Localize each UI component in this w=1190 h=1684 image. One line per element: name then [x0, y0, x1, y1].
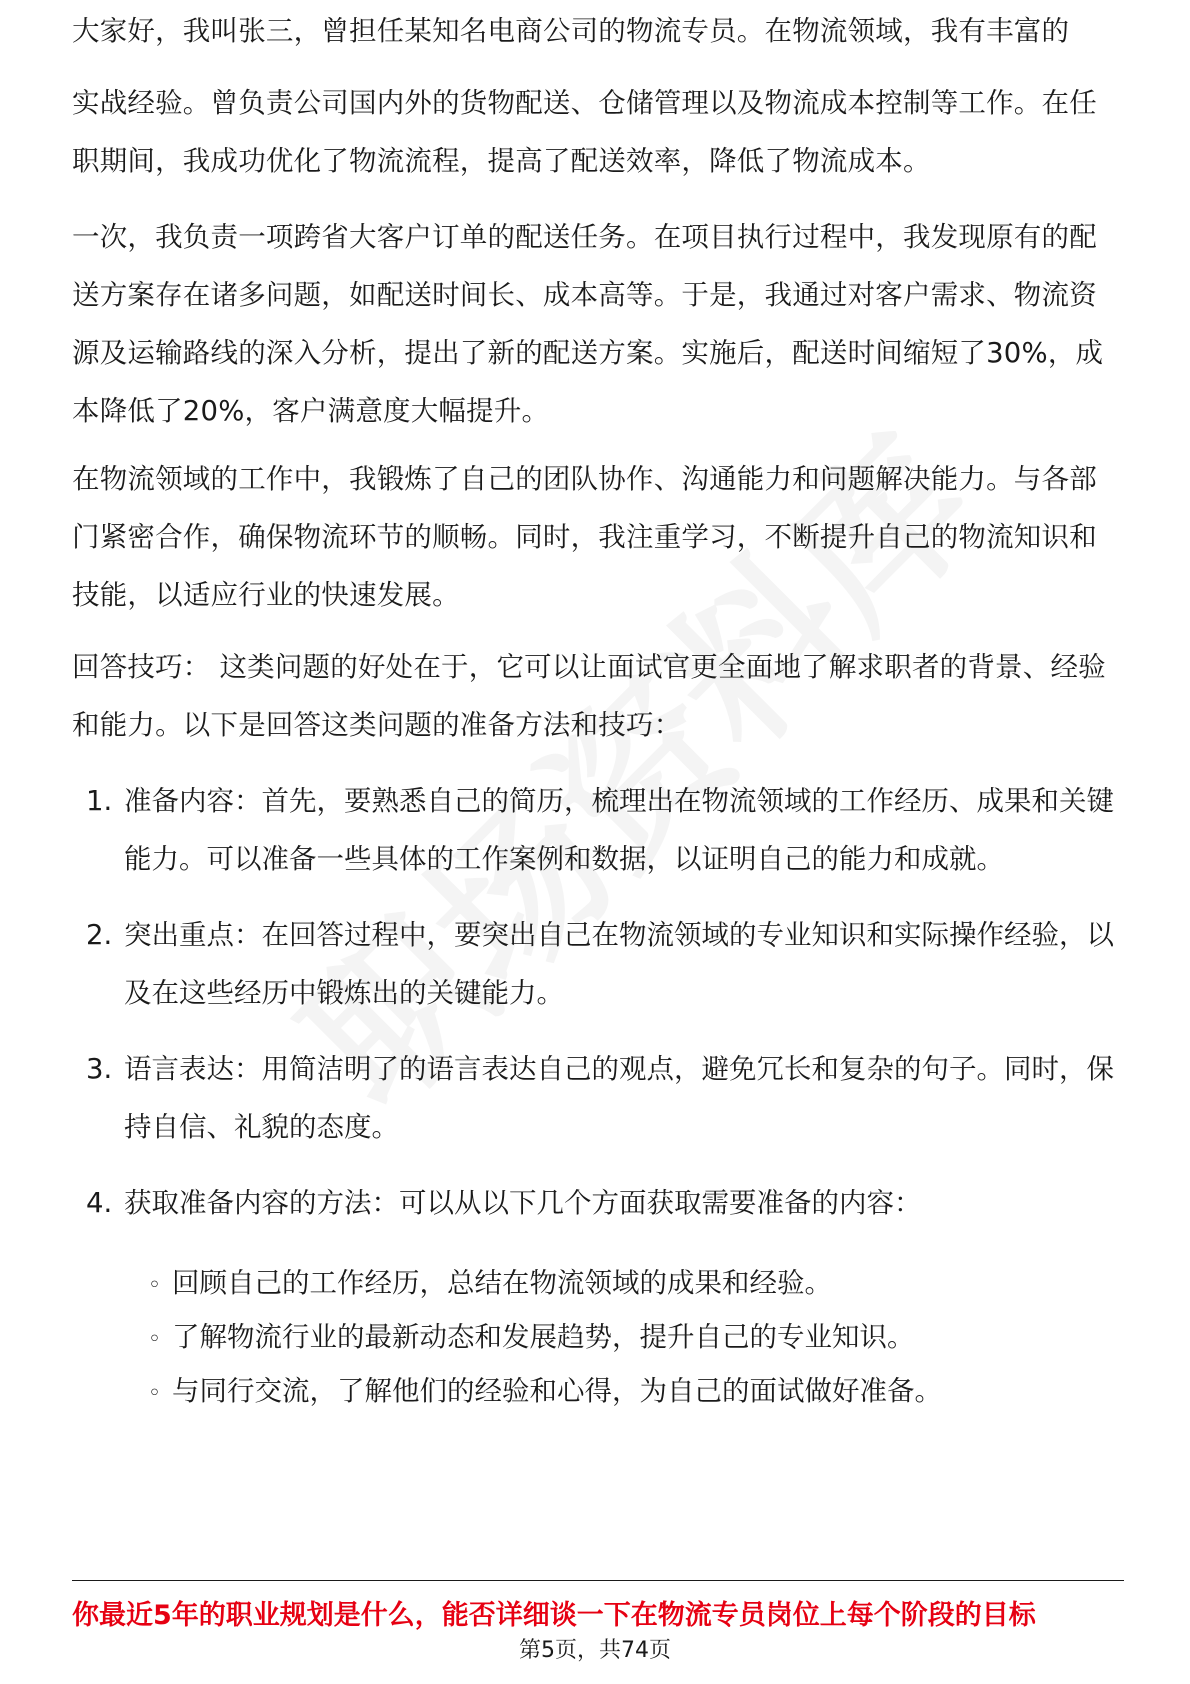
sublist-item: [148, 1362, 1108, 1423]
list-text: 准备内容：首先，要熟悉自己的简历，梳理出在物流领域的工作经历、成果和关键能力。可以准备一些具体的工作案例和数据，以证明自己的能力和成就。: [124, 785, 1114, 875]
paragraph-cut-line: [72, 16, 1124, 60]
paragraph-case: 一次，我负责一项跨省大客户订单的配送任务。在项目执行过程中，我发现原有的配送方案存在诸多问题，如配送时间长、成本高等。于是，我通过对客户需求、物流资源及运输路线的深入分析，提出了新的配送方案。实施后，配送时间缩短了30%，成本降低了20%，客户满意度大幅提升。: [72, 221, 1104, 427]
paragraph-skills: 在物流领域的工作中，我锻炼了自己的团队协作、沟通能力和问题解决能力。与各部门紧密合作，确保物流环节的顺畅。同时，我注重学习，不断提升自己的物流知识和技能，以适应行业的快速发展。: [72, 463, 1097, 611]
sublist-item: [148, 1308, 1108, 1369]
paragraph-intro: 实战经验。曾负责公司国内外的货物配送、仓储管理以及物流成本控制等工作。在任职期间，我成功优化了物流流程，提高了配送效率，降低了物流成本。: [72, 87, 1097, 177]
sublist-text: 了解物流行业的最新动态和发展趋势，提升自己的专业知识。: [172, 1321, 915, 1353]
next-question-heading: 你最近5年的职业规划是什么，能否详细谈一下在物流专员岗位上每个阶段的目标: [72, 1600, 1036, 1631]
page-number: 第5页，共74页: [519, 1638, 671, 1663]
list-text: 语言表达：用简洁明了的语言表达自己的观点，避免冗长和复杂的句子。同时，保持自信、礼貌的态度。: [124, 1053, 1114, 1143]
list-number: 4.: [86, 1187, 113, 1219]
list-number: 2.: [86, 919, 113, 951]
list-text: 获取准备内容的方法：可以从以下几个方面获取需要准备的内容：: [124, 1187, 922, 1219]
sublist-item: [148, 1254, 1108, 1315]
divider: [72, 1580, 1124, 1581]
sublist-text: 回顾自己的工作经历，总结在物流领域的成果和经验。: [172, 1267, 832, 1299]
list-number: 3.: [86, 1053, 113, 1085]
bullet-circle-icon: ◦: [148, 1381, 161, 1406]
sublist-text: 与同行交流，了解他们的经验和心得，为自己的面试做好准备。: [172, 1375, 942, 1407]
paragraph-tips-intro: 回答技巧： 这类问题的好处在于，它可以让面试官更全面地了解求职者的背景、经验和能力。以下是回答这类问题的准备方法和技巧：: [72, 651, 1106, 741]
list-number: 1.: [86, 785, 113, 817]
list-text: 突出重点：在回答过程中，要突出自己在物流领域的专业知识和实际操作经验，以及在这些经历中锻炼出的关键能力。: [124, 919, 1114, 1009]
bullet-circle-icon: ◦: [148, 1327, 161, 1352]
bullet-circle-icon: ◦: [148, 1273, 161, 1298]
paragraph-cut-text: 大家好，我叫张三，曾担任某知名电商公司的物流专员。在物流领域，我有丰富的: [72, 16, 1070, 47]
